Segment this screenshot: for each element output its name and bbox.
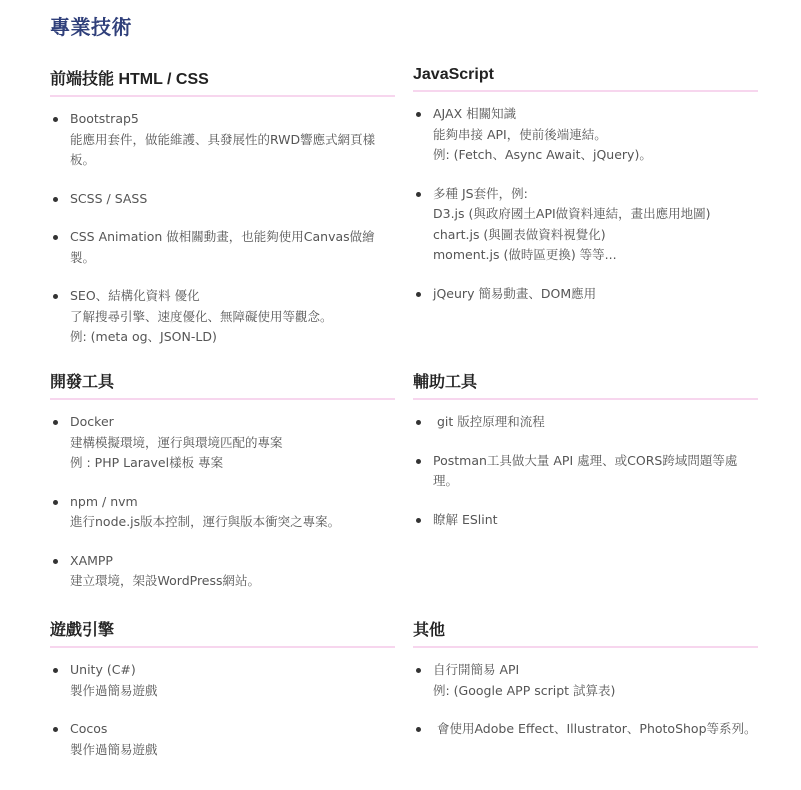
section-heading: 開發工具 bbox=[50, 369, 395, 400]
section-others bbox=[413, 617, 758, 740]
section-heading: 輔助工具 bbox=[413, 369, 758, 400]
list-item bbox=[413, 510, 758, 531]
item-title: 瞭解 ESlint bbox=[433, 511, 498, 527]
item-detail: D3.js (與政府國土API做資料連結，畫出應用地圖) bbox=[433, 206, 711, 221]
item-example: 例: (Fetch、Async Await、jQuery)。 bbox=[433, 147, 652, 162]
item-detail: 了解搜尋引擎、速度優化、無障礙使用等觀念。 bbox=[70, 308, 333, 324]
item-detail: 建立環境，架設WordPress網站。 bbox=[70, 573, 261, 588]
item-title: git 版控原理和流程 bbox=[433, 414, 545, 429]
list-item bbox=[50, 227, 395, 268]
item-title: npm / nvm bbox=[70, 493, 138, 509]
section-aux-tools bbox=[413, 369, 758, 530]
list-item bbox=[50, 551, 395, 592]
item-detail: 能應用套件，做能維護、具發展性的RWD響應式網頁樣板。 bbox=[70, 131, 376, 167]
skill-list bbox=[413, 104, 758, 304]
list-item bbox=[50, 719, 395, 760]
skill-list bbox=[50, 109, 395, 348]
item-title: SCSS / SASS bbox=[70, 190, 148, 206]
section-heading: 其他 bbox=[413, 617, 758, 648]
item-detail: moment.js (做時區更換) 等等... bbox=[433, 247, 617, 262]
list-item bbox=[413, 284, 758, 305]
item-detail: chart.js (與圖表做資料視覺化) bbox=[433, 226, 606, 242]
item-example: 例: (meta og、JSON-LD) bbox=[70, 329, 217, 344]
list-item bbox=[413, 719, 758, 740]
list-item bbox=[50, 660, 395, 701]
item-title: 會使用Adobe Effect、Illustrator、PhotoShop等系列。 bbox=[433, 721, 757, 736]
item-title: AJAX 相關知識 bbox=[433, 106, 517, 121]
list-item bbox=[50, 412, 395, 474]
item-detail: 製作過簡易遊戲 bbox=[70, 682, 158, 698]
item-title: Bootstrap5 bbox=[70, 111, 139, 126]
item-example: 例 : PHP Laravel樣板 專案 bbox=[70, 455, 224, 470]
list-item bbox=[413, 660, 758, 701]
item-title: SEO、結構化資料 優化 bbox=[70, 288, 200, 303]
list-item bbox=[50, 492, 395, 533]
item-title: CSS Animation 做相關動畫，也能夠使用Canvas做繪製。 bbox=[70, 229, 375, 265]
section-heading: 前端技能 HTML / CSS bbox=[50, 66, 395, 97]
list-item bbox=[50, 109, 395, 171]
item-title: Docker bbox=[70, 414, 114, 429]
skill-list bbox=[50, 660, 395, 760]
section-game-engines bbox=[50, 617, 395, 760]
skill-list bbox=[413, 412, 758, 530]
section-frontend bbox=[50, 66, 395, 348]
item-title: XAMPP bbox=[70, 552, 113, 568]
list-item bbox=[413, 451, 758, 492]
list-item bbox=[50, 189, 395, 210]
item-title: Unity (C#) bbox=[70, 662, 136, 677]
item-title: jQeury 簡易動畫、DOM應用 bbox=[433, 285, 597, 301]
item-example: 例: (Google APP script 試算表) bbox=[433, 682, 616, 698]
section-dev-tools bbox=[50, 369, 395, 592]
section-javascript bbox=[413, 66, 758, 304]
item-detail: 進行node.js版本控制，運行與版本衝突之專案。 bbox=[70, 514, 341, 529]
list-item bbox=[413, 184, 758, 266]
item-detail: 能夠串接 API，使前後端連結。 bbox=[433, 126, 607, 142]
section-heading: JavaScript bbox=[413, 66, 758, 92]
list-item bbox=[50, 286, 395, 348]
skill-list bbox=[413, 660, 758, 740]
page-title: 專業技術 bbox=[50, 15, 132, 39]
item-title: 自行開簡易 API bbox=[433, 662, 520, 677]
item-detail: 建構模擬環境，運行與環境匹配的專案 bbox=[70, 434, 283, 450]
item-title: Postman工具做大量 API 處理、或CORS跨域問題等處理。 bbox=[433, 452, 738, 488]
list-item bbox=[413, 104, 758, 166]
section-heading: 遊戲引擎 bbox=[50, 617, 395, 648]
skill-list bbox=[50, 412, 395, 592]
item-detail: 製作過簡易遊戲 bbox=[70, 741, 158, 757]
item-title: 多種 JS套件，例: bbox=[433, 185, 528, 201]
list-item bbox=[413, 412, 758, 433]
item-title: Cocos bbox=[70, 721, 108, 736]
